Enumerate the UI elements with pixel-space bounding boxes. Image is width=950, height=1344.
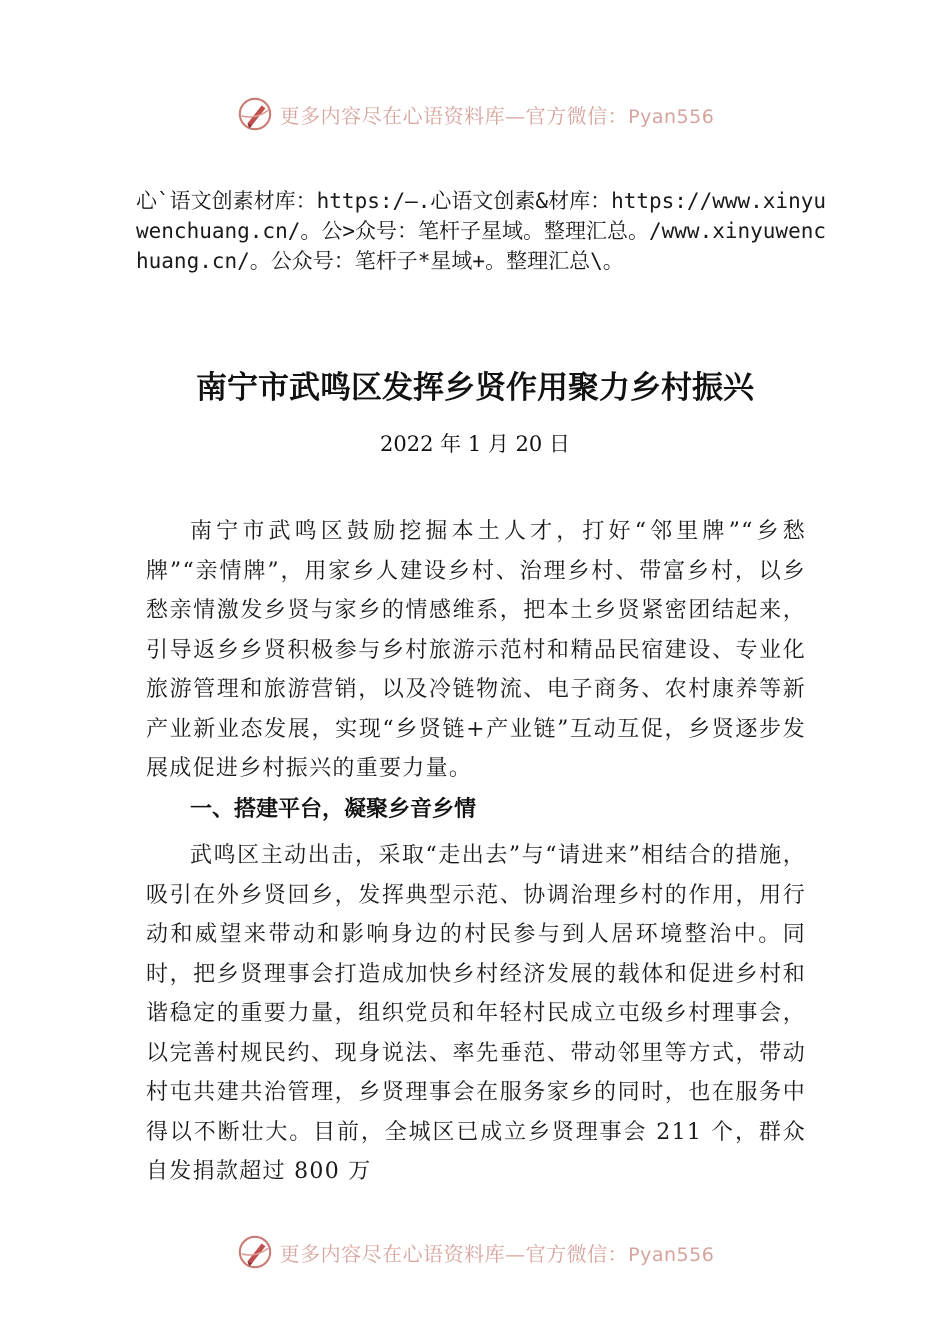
article-date: 2022 年 1 月 20 日 bbox=[380, 432, 570, 456]
banner-text: 更多内容尽在心语资料库—官方微信：Pyan556 bbox=[279, 1241, 715, 1266]
footer-banner bbox=[0, 1230, 950, 1274]
pen-nib-logo-icon bbox=[236, 95, 274, 133]
header-banner bbox=[0, 92, 950, 136]
section-paragraph bbox=[146, 836, 806, 1192]
page-title: 南宁市武鸣区发挥乡贤作用聚力乡村振兴 bbox=[196, 370, 754, 406]
section-paragraph-text: 武鸣区主动出击，采取“走出去”与“请进来”相结合的措施，吸引在外乡贤回乡，发挥典型示范、协调治理乡村的作用，用行动和威望来带动和影响身边的村民参与到人居环境整治中。同时，把乡贤理事会打造成加快乡村经济发展的载体和促进乡村和谐稳定的重要力量，组织党员和年轻村民成立屯级乡村理事会，以完善村规民约、现身说法、率先垂范、带动邻里等方式，带动村屯共建共治管理，乡贤理事会在服务家乡的同时，也在服务中得以不断壮大。目前，全城区已成立乡贤理事会 211 个，群众自发捐款超过 800 万 bbox=[146, 843, 806, 1184]
intro-paragraph bbox=[146, 512, 806, 789]
source-note: 心`语文创素材库：https:/—.心语文创素&材库：https://www.xinyuwenchuang.cn/。公>众号：笔杆子星域。整理汇总。/www.xinyuwenchuang.cn/。公众号：笔杆子*星域+。整理汇总\。 bbox=[136, 189, 827, 273]
wechat-id: Pyan556 bbox=[628, 1243, 715, 1266]
section-heading: 一、搭建平台，凝聚乡音乡情 bbox=[190, 797, 477, 822]
banner-text: 更多内容尽在心语资料库—官方微信：Pyan556 bbox=[279, 103, 715, 128]
intro-paragraph-text: 南宁市武鸣区鼓励挖掘本土人才，打好“邻里牌”“乡愁牌”“亲情牌”，用家乡人建设乡村、治理乡村、带富乡村，以乡愁亲情激发乡贤与家乡的情感维系，把本土乡贤紧密团结起来，引导返乡乡贤积极参与乡村旅游示范村和精品民宿建设、专业化旅游管理和旅游营销，以及冷链物流、电子商务、农村康养等新产业新业态发展，实现“乡贤链+产业链”互动互促，乡贤逐步发展成促进乡村振兴的重要力量。 bbox=[146, 519, 806, 781]
pen-nib-logo-icon bbox=[236, 1233, 274, 1271]
wechat-id: Pyan556 bbox=[628, 105, 715, 128]
